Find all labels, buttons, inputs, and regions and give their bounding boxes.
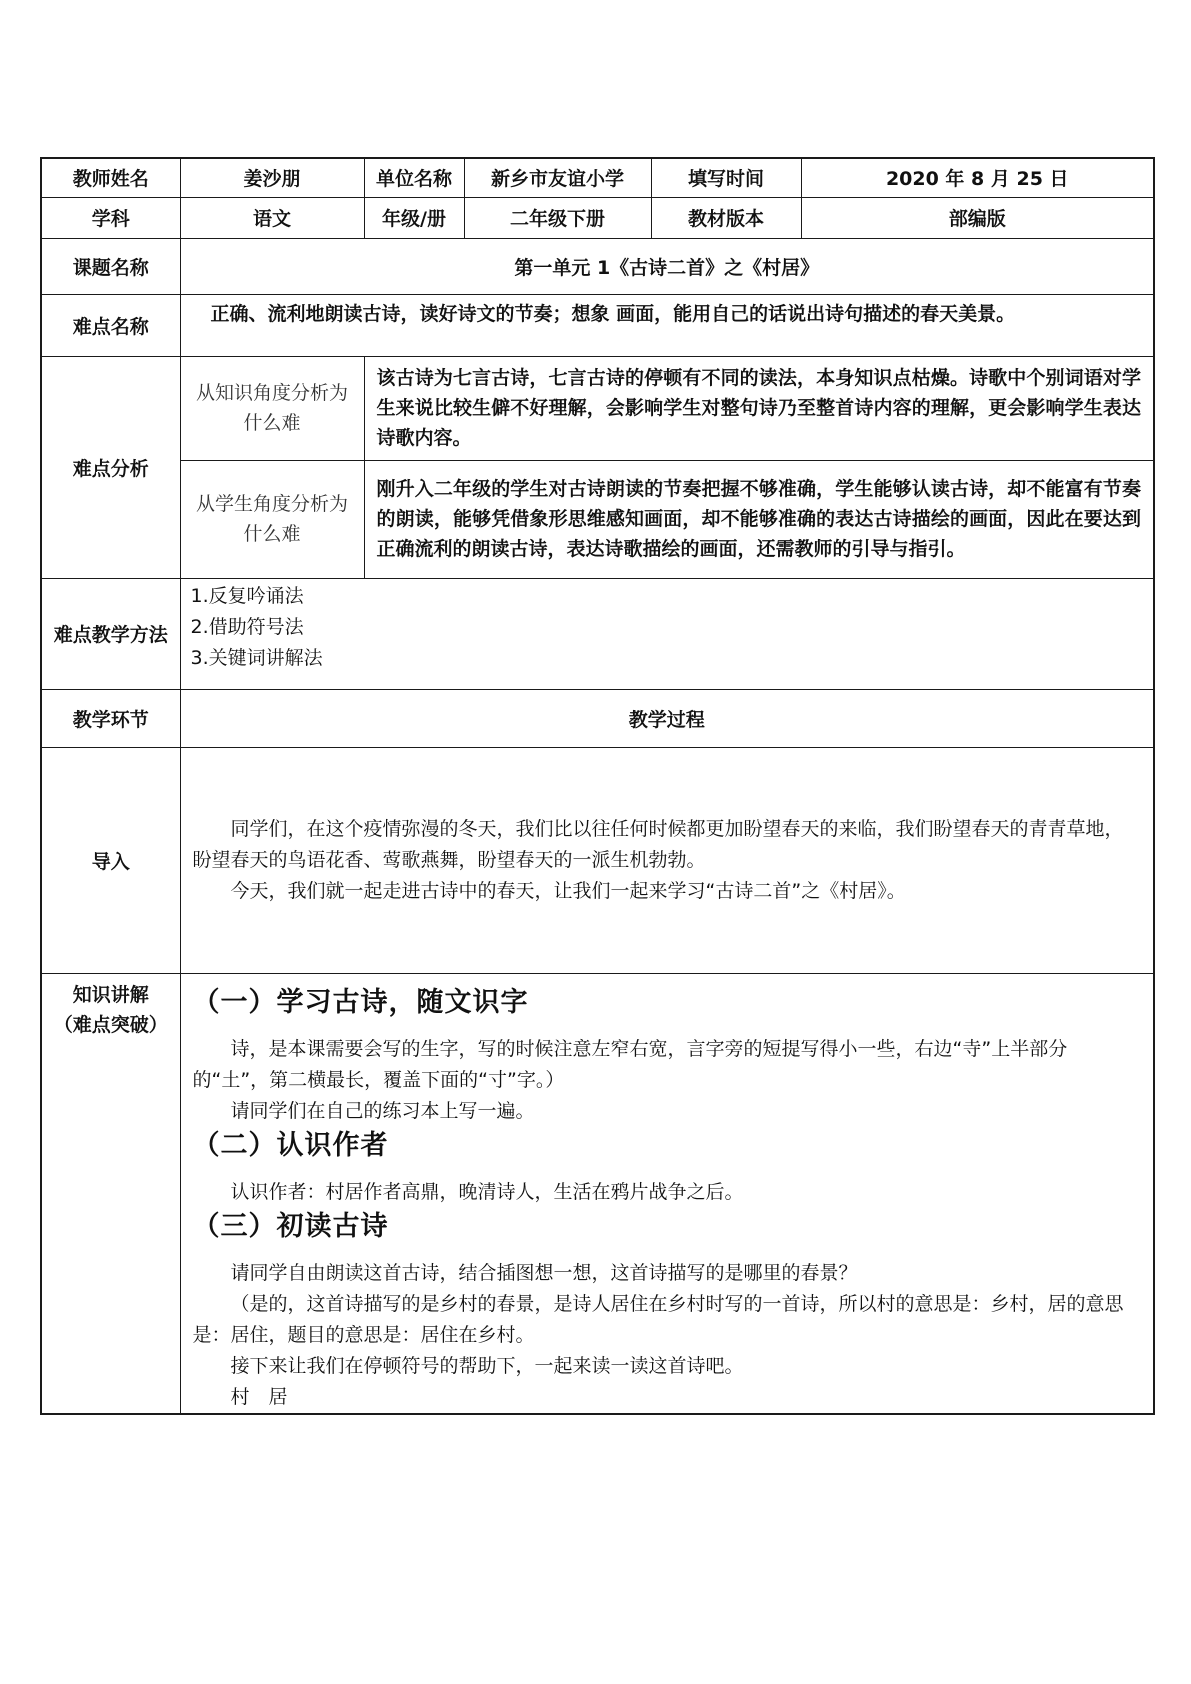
analysis-knowledge-row	[41, 356, 1154, 460]
section-2-paragraph-1: 认识作者：村居作者高鼎，晚清诗人，生活在鸦片战争之后。	[230, 1180, 744, 1203]
section-heading-2: （二）认识作者	[192, 1129, 389, 1161]
section-1-paragraph-2: 请同学们在自己的练习本上写一遍。	[230, 1099, 535, 1122]
lesson-plan-sheet	[40, 157, 1153, 1503]
method-item: 3.关键词讲解法	[190, 646, 323, 669]
topic-value: 第一单元 1《古诗二首》之《村居》	[180, 238, 1154, 294]
student-angle-question: 从学生角度分析为什么难	[180, 460, 364, 578]
intro-label: 导入	[41, 747, 180, 973]
header-row-2	[41, 197, 1154, 238]
methods-row	[41, 578, 1154, 689]
difficulty-row	[41, 294, 1154, 356]
knowledge-row	[41, 973, 1154, 1414]
section-3-paragraph-3: 接下来让我们在停顿符号的帮助下，一起来读一读这首诗吧。	[230, 1354, 744, 1377]
methods-label: 难点教学方法	[41, 578, 180, 689]
subject-value: 语文	[180, 197, 364, 238]
subject-label: 学科	[41, 197, 180, 238]
teacher-label: 教师姓名	[41, 158, 180, 197]
knowledge-label	[41, 973, 180, 1414]
date-value: 2020 年 8 月 25 日	[801, 158, 1154, 197]
stage-label: 教学环节	[41, 689, 180, 747]
knowledge-angle-question: 从知识角度分析为什么难	[180, 356, 364, 460]
section-heading-3: （三）初读古诗	[192, 1210, 389, 1242]
grade-label: 年级/册	[364, 197, 464, 238]
edition-value: 部编版	[801, 197, 1154, 238]
knowledge-content	[180, 973, 1154, 1414]
section-1-paragraph-1: 诗，是本课需要会写的生字，写的时候注意左窄右宽，言字旁的短提写得小一些，右边“寺”上半部分的“土”，第二横最长，覆盖下面的“寸”字。）	[192, 1037, 1068, 1091]
analysis-student-row	[41, 460, 1154, 578]
method-item: 2.借助符号法	[190, 615, 304, 638]
intro-row	[41, 747, 1154, 973]
section-3-paragraph-1: 请同学自由朗读这首古诗，结合插图想一想，这首诗描写的是哪里的春景？	[230, 1261, 858, 1284]
poem-title: 村 居	[230, 1385, 288, 1408]
lesson-plan-table	[40, 157, 1155, 1415]
knowledge-label-line1: 知识讲解	[72, 983, 149, 1006]
student-angle-answer: 刚升入二年级的学生对古诗朗读的节奏把握不够准确，学生能够认读古诗，却不能富有节奏的朗读，能够凭借象形思维感知画面，却不能够准确的表达古诗描绘的画面，因此在要达到正确流利的朗读古诗，表达诗歌描绘的画面，还需教师的引导与指引。	[364, 460, 1154, 578]
section-3-paragraph-2: （是的，这首诗描写的是乡村的春景，是诗人居住在乡村时写的一首诗，所以村的意思是：乡村，居的意思是：居住，题目的意思是：居住在乡村。	[192, 1292, 1124, 1346]
knowledge-angle-answer: 该古诗为七言古诗，七言古诗的停顿有不同的读法，本身知识点枯燥。诗歌中个别词语对学生来说比较生僻不好理解，会影响学生对整句诗乃至整首诗内容的理解，更会影响学生表达诗歌内容。	[364, 356, 1154, 460]
section-heading-1: （一）学习古诗，随文识字	[192, 986, 529, 1018]
methods-list	[180, 578, 1154, 689]
difficulty-value: 正确、流利地朗读古诗，读好诗文的节奏；想象 画面，能用自己的话说出诗句描述的春天美景。	[180, 294, 1154, 356]
analysis-label: 难点分析	[41, 356, 180, 578]
intro-paragraph-1: 同学们，在这个疫情弥漫的冬天，我们比以往任何时候都更加盼望春天的来临，我们盼望春天的青青草地，盼望春天的鸟语花香、莺歌燕舞，盼望春天的一派生机勃勃。	[192, 817, 1124, 871]
unit-label: 单位名称	[364, 158, 464, 197]
intro-paragraph-2: 今天，我们就一起走进古诗中的春天，让我们一起来学习“古诗二首”之《村居》。	[230, 879, 906, 902]
method-item: 1.反复吟诵法	[190, 584, 304, 607]
topic-label: 课题名称	[41, 238, 180, 294]
grade-value: 二年级下册	[464, 197, 651, 238]
teacher-value: 姜沙朋	[180, 158, 364, 197]
date-label: 填写时间	[651, 158, 801, 197]
knowledge-label-line2: （难点突破）	[53, 1013, 168, 1036]
edition-label: 教材版本	[651, 197, 801, 238]
unit-value: 新乡市友谊小学	[464, 158, 651, 197]
process-header-row	[41, 689, 1154, 747]
header-row-1	[41, 158, 1154, 197]
topic-row	[41, 238, 1154, 294]
process-label: 教学过程	[180, 689, 1154, 747]
difficulty-label: 难点名称	[41, 294, 180, 356]
intro-content	[180, 747, 1154, 973]
